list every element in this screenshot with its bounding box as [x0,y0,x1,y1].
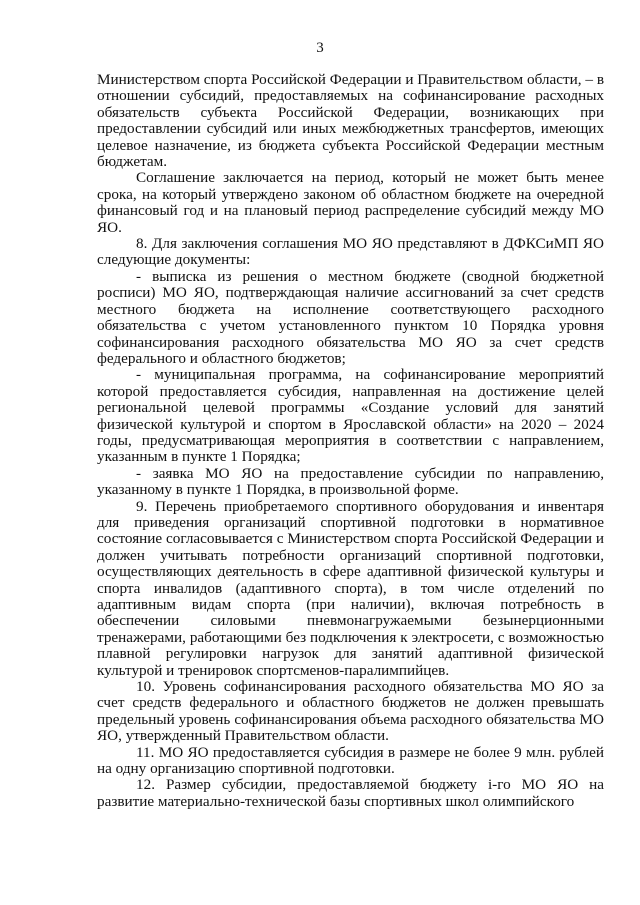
page-number: 3 [316,40,324,56]
list-item-application: - заявка МО ЯО на предоставление субсидии по направлению, указанному в пункте 1 Порядка, в произвольной форме. [97,464,604,499]
paragraph-agreement-period: Соглашение заключается на период, который не может быть менее срока, на который утверждено законом об областном бюджете на очередной финансовый год и на плановый период распределение субсидий между МО ЯО. [97,169,604,236]
list-item-budget-extract: - выписка из решения о местном бюджете (сводной бюджетной росписи) МО ЯО, подтверждающая наличие ассигнований за счет средств местного бюджета на исполнение соответствующего расходного обязательства с учетом установленного пунктом 10 Порядка уровня софинансирования расходного обязательства МО ЯО за счет средств федерального и областного бюджетов; [97,267,604,367]
paragraph-8-documents: 8. Для заключения соглашения МО ЯО представляют в ДФКСиМП ЯО следующие документы: [97,235,604,269]
paragraph-11-subsidy-amount: 11. МО ЯО предоставляется субсидия в размере не более 9 млн. рублей на одну организацию спортивной подготовки. [97,743,604,778]
paragraph-10-cofinancing-level: 10. Уровень софинансирования расходного обязательства МО ЯО за счет средств федерального и областного бюджетов не должен превышать предельный уровень софинансирования объема расходного обязательства МО ЯО, утвержденный Правительством области. [97,678,604,745]
list-item-municipal-program: - муниципальная программа, на софинансирование мероприятий которой предоставляется субсидия, направленная на достижение целей региональной целевой программы «Создание условий для занятий физической культурой и спортом в Ярославской области» на 2020 – 2024 годы, предусматривающая мероприятия в соответствии с направлением, указанным в пункте 1 Порядка; [97,366,604,466]
paragraph-ministry-agreement: Министерством спорта Российской Федерации и Правительством области, – в отношении субсидий, предоставляемых на софинансирование расходных обязательств субъекта Российской Федерации, возникающих при предоставлении субсидий или иных межбюджетных трансфертов, имеющих целевое назначение, из бюджета субъекта Российской Федерации местным бюджетам. [97,71,604,171]
paragraph-9-equipment-list: 9. Перечень приобретаемого спортивного оборудования и инвентаря для приведения организаций спортивной подготовки в нормативное состояние согласовывается с Министерством спорта Российской Федерации и должен учитывать потребности организаций спортивной подготовки, осуществляющих деятельность в сфере адаптивной физической культуры и спорта инвалидов (адаптивного спорта), в том числе отделений по адаптивным видам спорта (при наличии), включая потребность в обеспечении силовыми пневмонагружаемыми безынерционными тренажерами, работающими без подключения к электросети, с возможностью плавной регулировки нагрузок для занятий адаптивной физической культурой и тренировок спортсменов-паралимпийцев. [97,497,604,679]
paragraph-12-subsidy-size: 12. Размер субсидии, предоставляемой бюджету i-го МО ЯО на развитие материально-технической базы спортивных школ олимпийского [97,776,604,810]
document-body [97,72,604,810]
